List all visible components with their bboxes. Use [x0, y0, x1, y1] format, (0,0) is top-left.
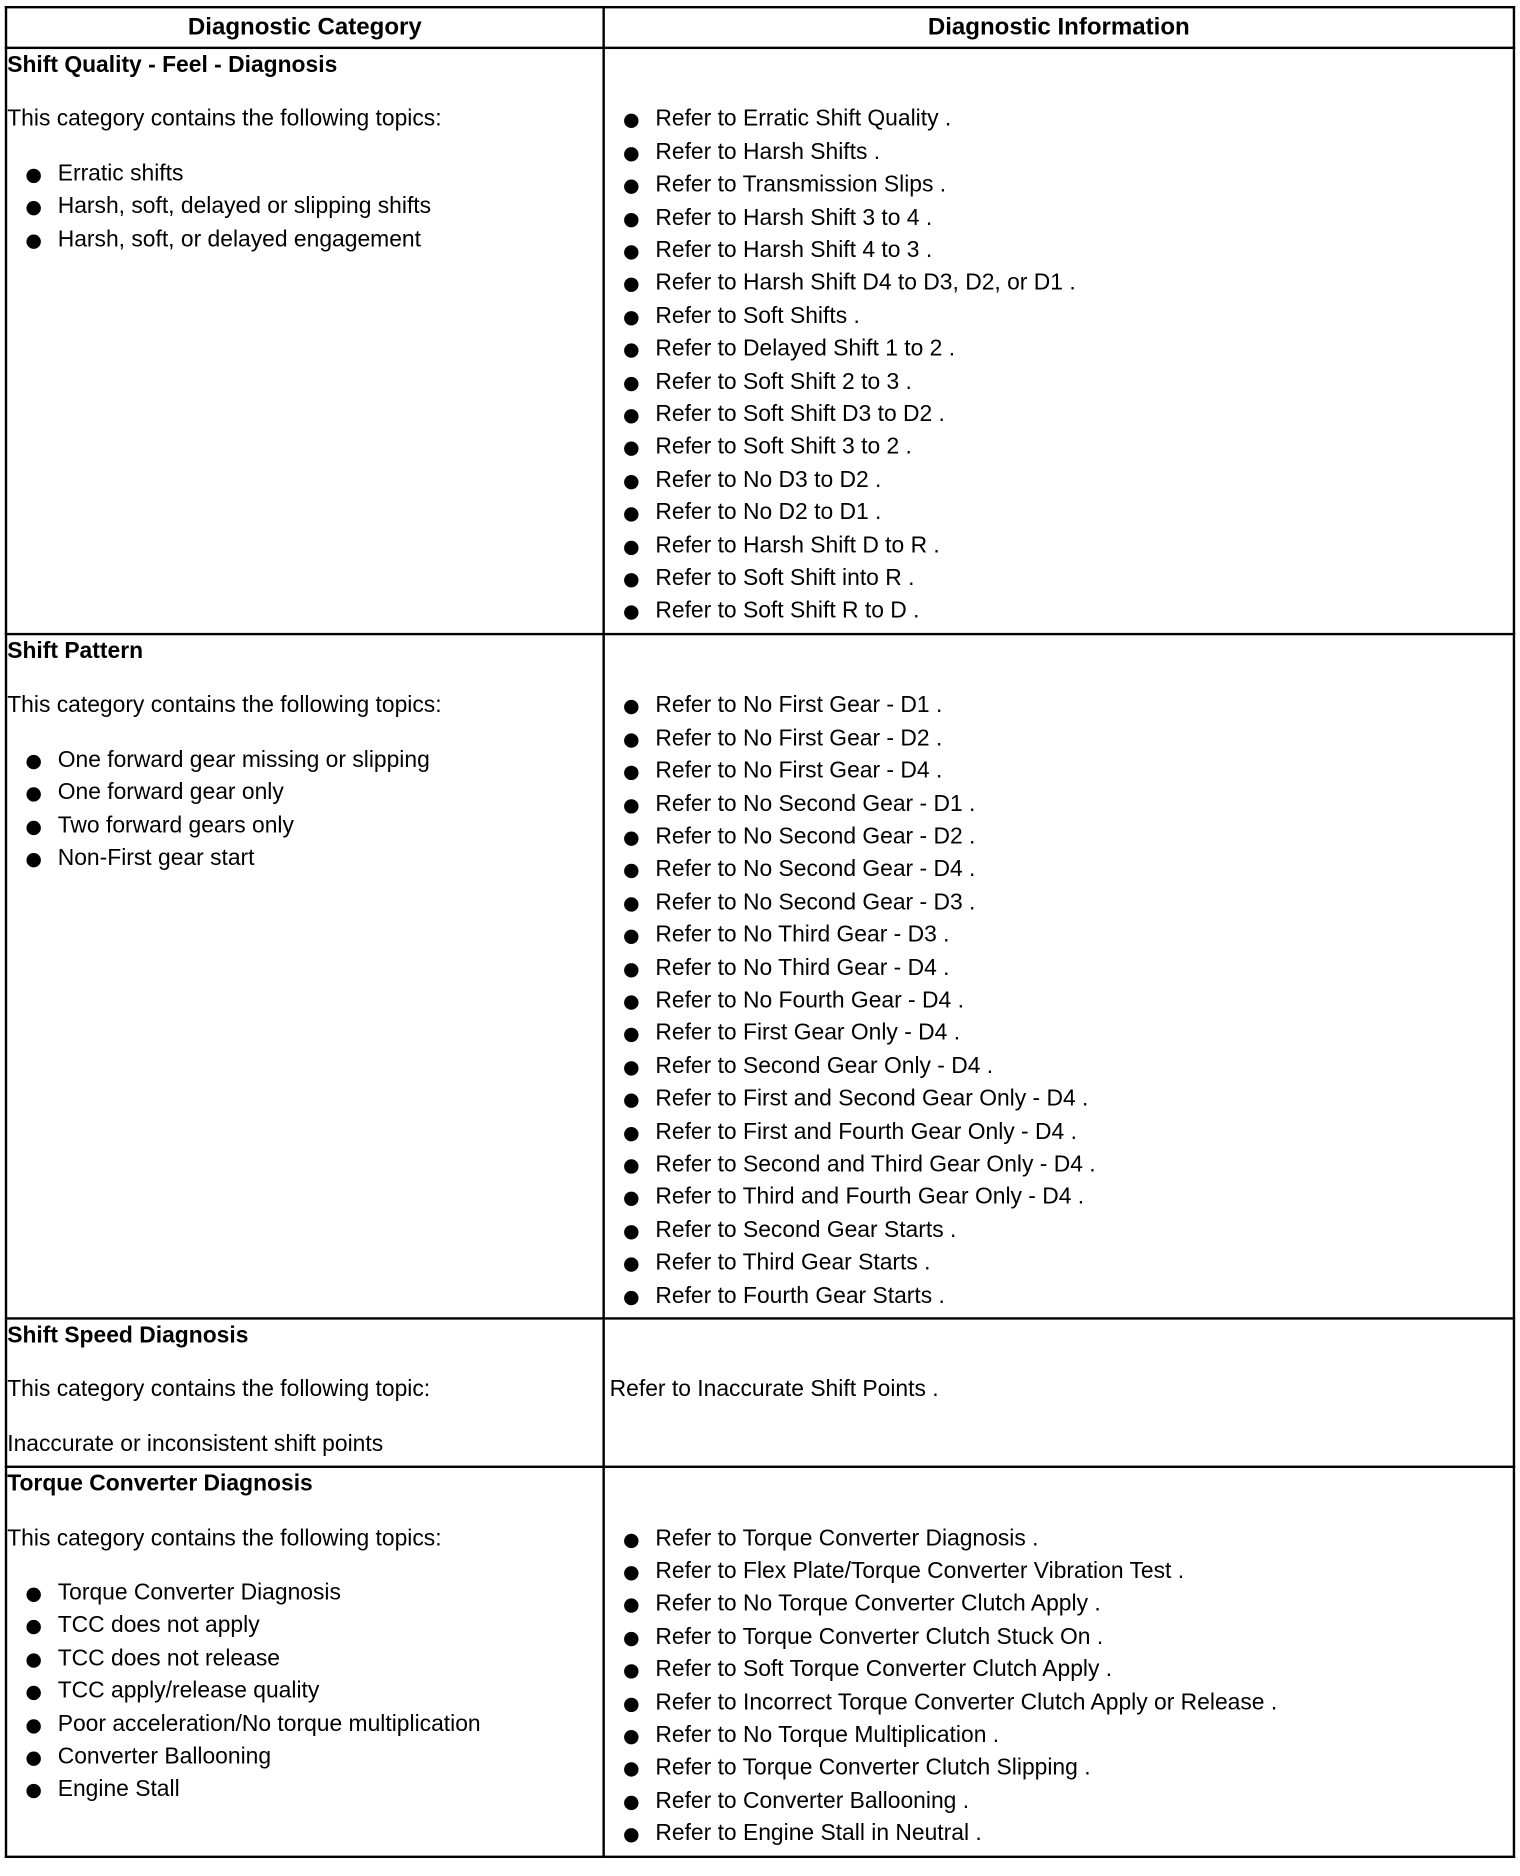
list-item: Refer to Soft Shift 2 to 3 . [605, 366, 1513, 399]
list-item: Refer to No Second Gear - D2 . [605, 821, 1513, 854]
category-intro: This category contains the following topics: [7, 1526, 442, 1552]
list-item: Refer to Soft Shift into R . [605, 562, 1513, 595]
list-item: Refer to Soft Torque Converter Clutch Apply . [605, 1654, 1513, 1687]
table-row [6, 1467, 1514, 1856]
list-item: Refer to No First Gear - D2 . [605, 722, 1513, 755]
list-item: One forward gear only [7, 777, 602, 810]
list-item: Refer to Torque Converter Diagnosis . [605, 1523, 1513, 1556]
list-item: Refer to Second and Third Gear Only - D4 . [605, 1149, 1513, 1182]
topic-list [7, 744, 602, 875]
info-cell [604, 48, 1514, 634]
list-item: Refer to First and Fourth Gear Only - D4 . [605, 1116, 1513, 1149]
list-item: Refer to Harsh Shifts . [605, 136, 1513, 169]
list-item: Torque Converter Diagnosis [7, 1577, 602, 1610]
list-item: Refer to No First Gear - D4 . [605, 755, 1513, 788]
table-row [6, 634, 1514, 1318]
list-item: Refer to Torque Converter Clutch Slipping . [605, 1752, 1513, 1785]
list-item: Refer to No First Gear - D1 . [605, 689, 1513, 722]
list-item: Refer to Incorrect Torque Converter Clutch Apply or Release . [605, 1686, 1513, 1719]
list-item: Refer to Engine Stall in Neutral . [605, 1818, 1513, 1851]
list-item: TCC apply/release quality [7, 1675, 602, 1708]
category-title: Shift Quality - Feel - Diagnosis [7, 52, 338, 78]
info-cell [604, 1318, 1514, 1467]
category-intro: This category contains the following topic: [7, 1377, 431, 1403]
list-item: Refer to Harsh Shift 4 to 3 . [605, 235, 1513, 268]
category-cell [6, 634, 604, 1318]
category-title: Shift Speed Diagnosis [7, 1323, 249, 1349]
list-item: Erratic shifts [7, 158, 602, 191]
list-item: Refer to No Fourth Gear - D4 . [605, 985, 1513, 1018]
category-intro: This category contains the following topics: [7, 106, 442, 133]
category-intro: This category contains the following topics: [7, 693, 442, 719]
list-item: Refer to Third and Fourth Gear Only - D4 . [605, 1181, 1513, 1214]
category-cell [6, 1467, 604, 1856]
info-cell [604, 1467, 1514, 1856]
header-row [6, 7, 1514, 48]
list-item: Refer to Harsh Shift 3 to 4 . [605, 202, 1513, 235]
list-item: Refer to Second Gear Only - D4 . [605, 1050, 1513, 1083]
list-item: Refer to Flex Plate/Torque Converter Vibration Test . [605, 1555, 1513, 1588]
list-item: Refer to Soft Shift R to D . [605, 595, 1513, 628]
category-title: Torque Converter Diagnosis [7, 1471, 313, 1497]
info-plain: Refer to Inaccurate Shift Points . [609, 1377, 939, 1403]
list-item: One forward gear missing or slipping [7, 744, 602, 777]
list-item: Refer to First and Second Gear Only - D4 . [605, 1083, 1513, 1116]
category-cell [6, 48, 604, 634]
list-item: Refer to Erratic Shift Quality . [605, 103, 1513, 136]
list-item: Refer to Soft Shift 3 to 2 . [605, 431, 1513, 464]
topic-list [7, 158, 602, 256]
list-item: Non-First gear start [7, 842, 602, 875]
list-item: Two forward gears only [7, 809, 602, 842]
list-item: Engine Stall [7, 1774, 602, 1807]
list-item: Refer to Harsh Shift D to R . [605, 530, 1513, 563]
header-diagnostic-information: Diagnostic Information [604, 7, 1514, 48]
topic-plain: Inaccurate or inconsistent shift points [7, 1431, 384, 1457]
list-item: Refer to Soft Shifts . [605, 300, 1513, 333]
category-title: Shift Pattern [7, 638, 144, 664]
list-item: TCC does not release [7, 1642, 602, 1675]
list-item: Refer to No Third Gear - D4 . [605, 952, 1513, 985]
list-item: Refer to No Torque Multiplication . [605, 1719, 1513, 1752]
topic-list [7, 1577, 602, 1807]
list-item: Refer to Second Gear Starts . [605, 1214, 1513, 1247]
diagnostic-table [5, 6, 1515, 1858]
category-cell [6, 1318, 604, 1467]
list-item: Refer to Delayed Shift 1 to 2 . [605, 333, 1513, 366]
list-item: Refer to No Second Gear - D1 . [605, 788, 1513, 821]
list-item: Harsh, soft, delayed or slipping shifts [7, 190, 602, 223]
list-item: Refer to First Gear Only - D4 . [605, 1017, 1513, 1050]
list-item: Refer to No D2 to D1 . [605, 497, 1513, 530]
list-item: Refer to Converter Ballooning . [605, 1785, 1513, 1818]
header-diagnostic-category: Diagnostic Category [6, 7, 604, 48]
list-item: Refer to No Second Gear - D3 . [605, 886, 1513, 919]
list-item: Refer to Soft Shift D3 to D2 . [605, 398, 1513, 431]
list-item: Refer to Third Gear Starts . [605, 1247, 1513, 1280]
table-row [6, 1318, 1514, 1467]
list-item: Refer to No Second Gear - D4 . [605, 853, 1513, 886]
info-list [605, 1523, 1513, 1851]
list-item: Refer to No Torque Converter Clutch Apply . [605, 1588, 1513, 1621]
list-item: Refer to No D3 to D2 . [605, 464, 1513, 497]
list-item: Harsh, soft, or delayed engagement [7, 223, 602, 256]
list-item: Refer to Transmission Slips . [605, 169, 1513, 202]
info-list [605, 689, 1513, 1312]
list-item: Refer to No Third Gear - D3 . [605, 919, 1513, 952]
table-row [6, 48, 1514, 634]
list-item: Refer to Torque Converter Clutch Stuck On . [605, 1621, 1513, 1654]
list-item: Refer to Fourth Gear Starts . [605, 1280, 1513, 1313]
list-item: Refer to Harsh Shift D4 to D3, D2, or D1 . [605, 267, 1513, 300]
list-item: TCC does not apply [7, 1610, 602, 1643]
info-cell [604, 634, 1514, 1318]
info-list [605, 103, 1513, 628]
list-item: Converter Ballooning [7, 1741, 602, 1774]
list-item: Poor acceleration/No torque multiplication [7, 1708, 602, 1741]
